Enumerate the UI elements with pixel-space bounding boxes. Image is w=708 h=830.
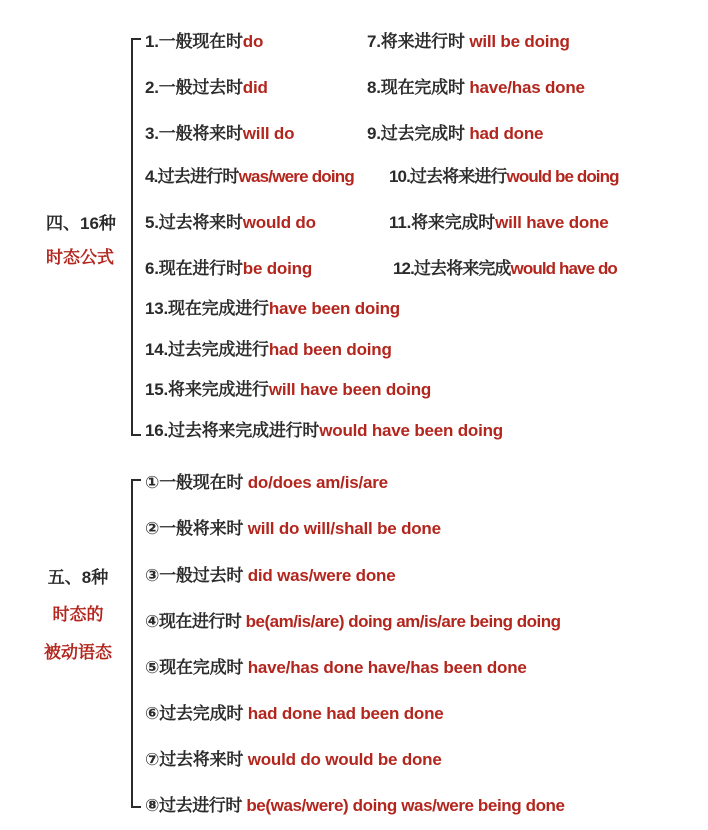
passive-item-7: ⑦过去将来时 would do would be done — [145, 750, 442, 769]
section4-title — [46, 214, 116, 268]
tense-item-10: 10.过去将来进行would be doing — [389, 167, 619, 186]
tense-item-12: 12.过去将来完成would have do — [393, 259, 617, 278]
section5-bracket-bottom — [131, 806, 141, 808]
tense-item-2: 2.一般过去时did — [145, 78, 268, 97]
tense-item-7: 7.将来进行时 will be doing — [367, 32, 570, 51]
passive-item-1: ①一般现在时 do/does am/is/are — [145, 473, 388, 492]
tense-item-3: 3.一般将来时will do — [145, 124, 295, 143]
section4-bracket-bottom — [131, 434, 141, 436]
passive-item-5: ⑤现在完成时 have/has done have/has been done — [145, 658, 527, 677]
passive-item-3: ③一般过去时 did was/were done — [145, 566, 396, 585]
tense-item-8: 8.现在完成时 have/has done — [367, 78, 585, 97]
section5-title-line1: 五、8种 — [47, 568, 109, 587]
tense-item-16: 16.过去将来完成进行时would have been doing — [145, 421, 503, 440]
tense-item-6: 6.现在进行时be doing — [145, 259, 313, 278]
section5-title — [44, 568, 112, 663]
section5-title-line3: 被动语态 — [44, 643, 112, 662]
section4-title-line1: 四、16种 — [46, 214, 116, 233]
section4-title-line2: 时态公式 — [46, 248, 114, 267]
section4-bracket-top — [131, 38, 141, 40]
tense-item-15: 15.将来完成进行will have been doing — [145, 380, 432, 399]
tense-item-9: 9.过去完成时 had done — [367, 124, 544, 143]
tense-item-4: 4.过去进行时was/were doing — [145, 167, 354, 186]
tense-item-14: 14.过去完成进行had been doing — [145, 340, 392, 359]
tense-item-1: 1.一般现在时do — [145, 32, 264, 51]
section4-bracket-vertical — [131, 38, 133, 436]
passive-item-4: ④现在进行时 be(am/is/are) doing am/is/are being doing — [145, 612, 561, 631]
passive-item-2: ②一般将来时 will do will/shall be done — [145, 519, 441, 538]
passive-item-6: ⑥过去完成时 had done had been done — [145, 704, 444, 723]
section5-bracket-vertical — [131, 479, 133, 808]
section5-bracket-top — [131, 479, 141, 481]
tense-item-5: 5.过去将来时would do — [145, 213, 316, 232]
tense-item-11: 11.将来完成时will have done — [389, 213, 609, 232]
tense-item-13: 13.现在完成进行have been doing — [145, 299, 400, 318]
section5-title-line2: 时态的 — [52, 605, 104, 624]
passive-item-8: ⑧过去进行时 be(was/were) doing was/were being done — [145, 796, 565, 815]
